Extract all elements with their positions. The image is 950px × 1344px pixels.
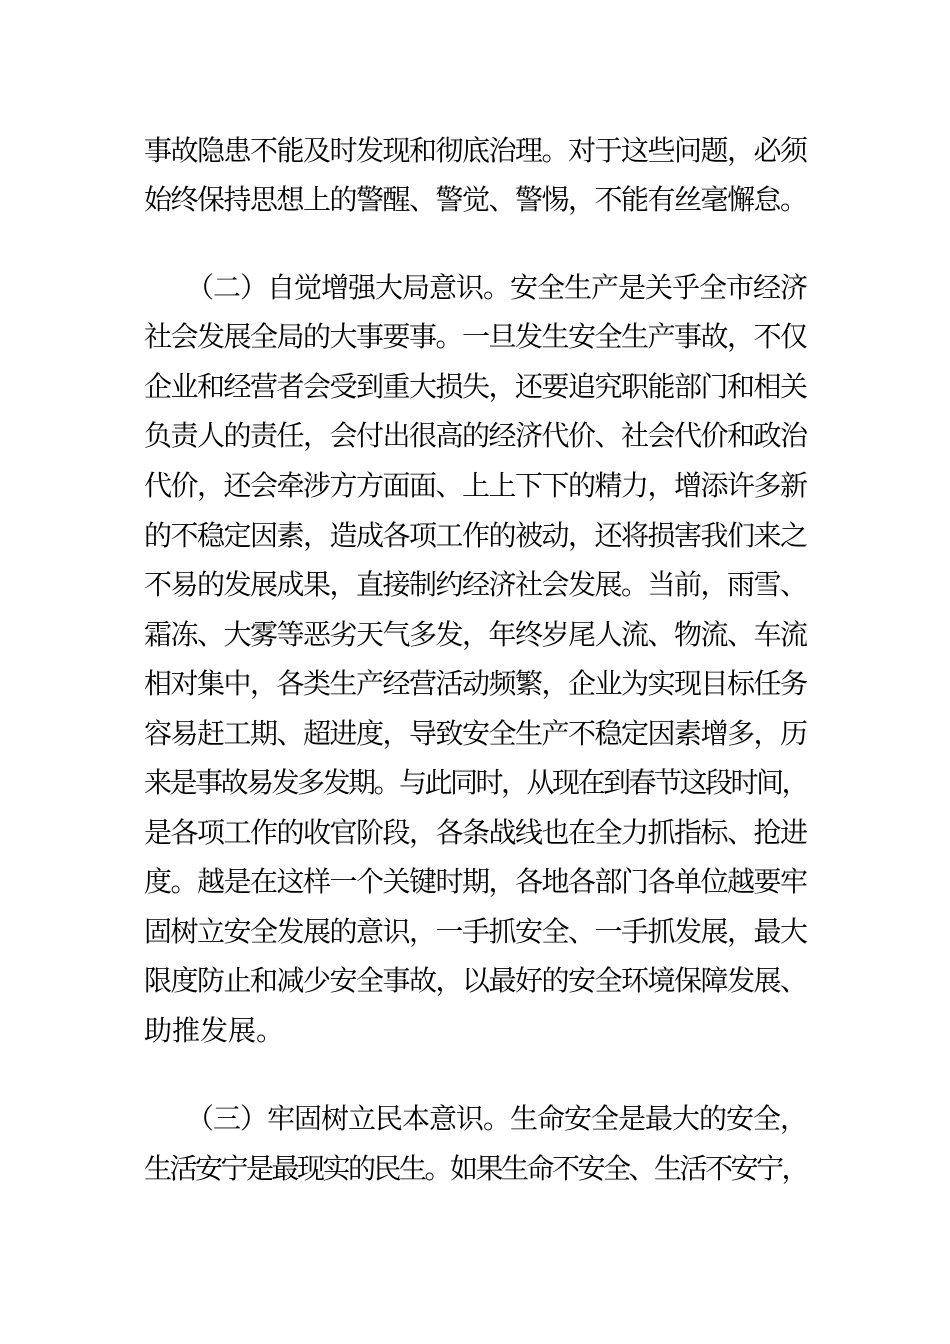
text-line: 代价，还会牵涉方方面面、上上下下的精力，增添许多新 <box>144 469 807 502</box>
text-line: 来是事故易发多发期。与此同时，从现在到春节这段时间， <box>144 766 808 799</box>
text-line: 限度防止和减少安全事故，以最好的安全环境保障发展、 <box>144 964 807 997</box>
text-line: 生活安宁是最现实的民生。如果生命不安全、生活不安宁， <box>144 1152 808 1185</box>
text-line: 度。越是在这样一个关键时期，各地各部门各单位越要牢 <box>144 865 807 898</box>
section-heading-line: （三）牢固树立民本意识。生命安全是最大的安全， <box>186 1102 808 1135</box>
text-line: 的不稳定因素，造成各项工作的被动，还将损害我们来之 <box>144 519 807 552</box>
text-line: 始终保持思想上的警醒、警觉、警惕，不能有丝毫懈怠。 <box>144 183 807 216</box>
text-line: 容易赶工期、超进度，导致安全生产不稳定因素增多，历 <box>144 717 807 750</box>
text-line: 事故隐患不能及时发现和彻底治理。对于这些问题，必须 <box>144 134 807 167</box>
text-line: 固树立安全发展的意识，一手抓安全、一手抓发展，最大 <box>144 915 807 948</box>
section-heading-line: （二）自觉增强大局意识。安全生产是关乎全市经济 <box>186 271 808 304</box>
text-line: 负责人的责任，会付出很高的经济代价、社会代价和政治 <box>144 419 807 452</box>
text-line: 相对集中，各类生产经营活动频繁，企业为实现目标任务 <box>144 667 807 700</box>
text-line: 是各项工作的收官阶段，各条战线也在全力抓指标、抢进 <box>144 816 807 849</box>
text-line: 不易的发展成果，直接制约经济社会发展。当前，雨雪、 <box>144 568 807 601</box>
text-line: 社会发展全局的大事要事。一旦发生安全生产事故，不仅 <box>144 320 807 353</box>
text-line: 助推发展。 <box>144 1014 285 1047</box>
text-line: 霜冻、大雾等恶劣天气多发，年终岁尾人流、物流、车流 <box>144 618 807 651</box>
text-line: 企业和经营者会受到重大损失，还要追究职能部门和相关 <box>144 370 807 403</box>
